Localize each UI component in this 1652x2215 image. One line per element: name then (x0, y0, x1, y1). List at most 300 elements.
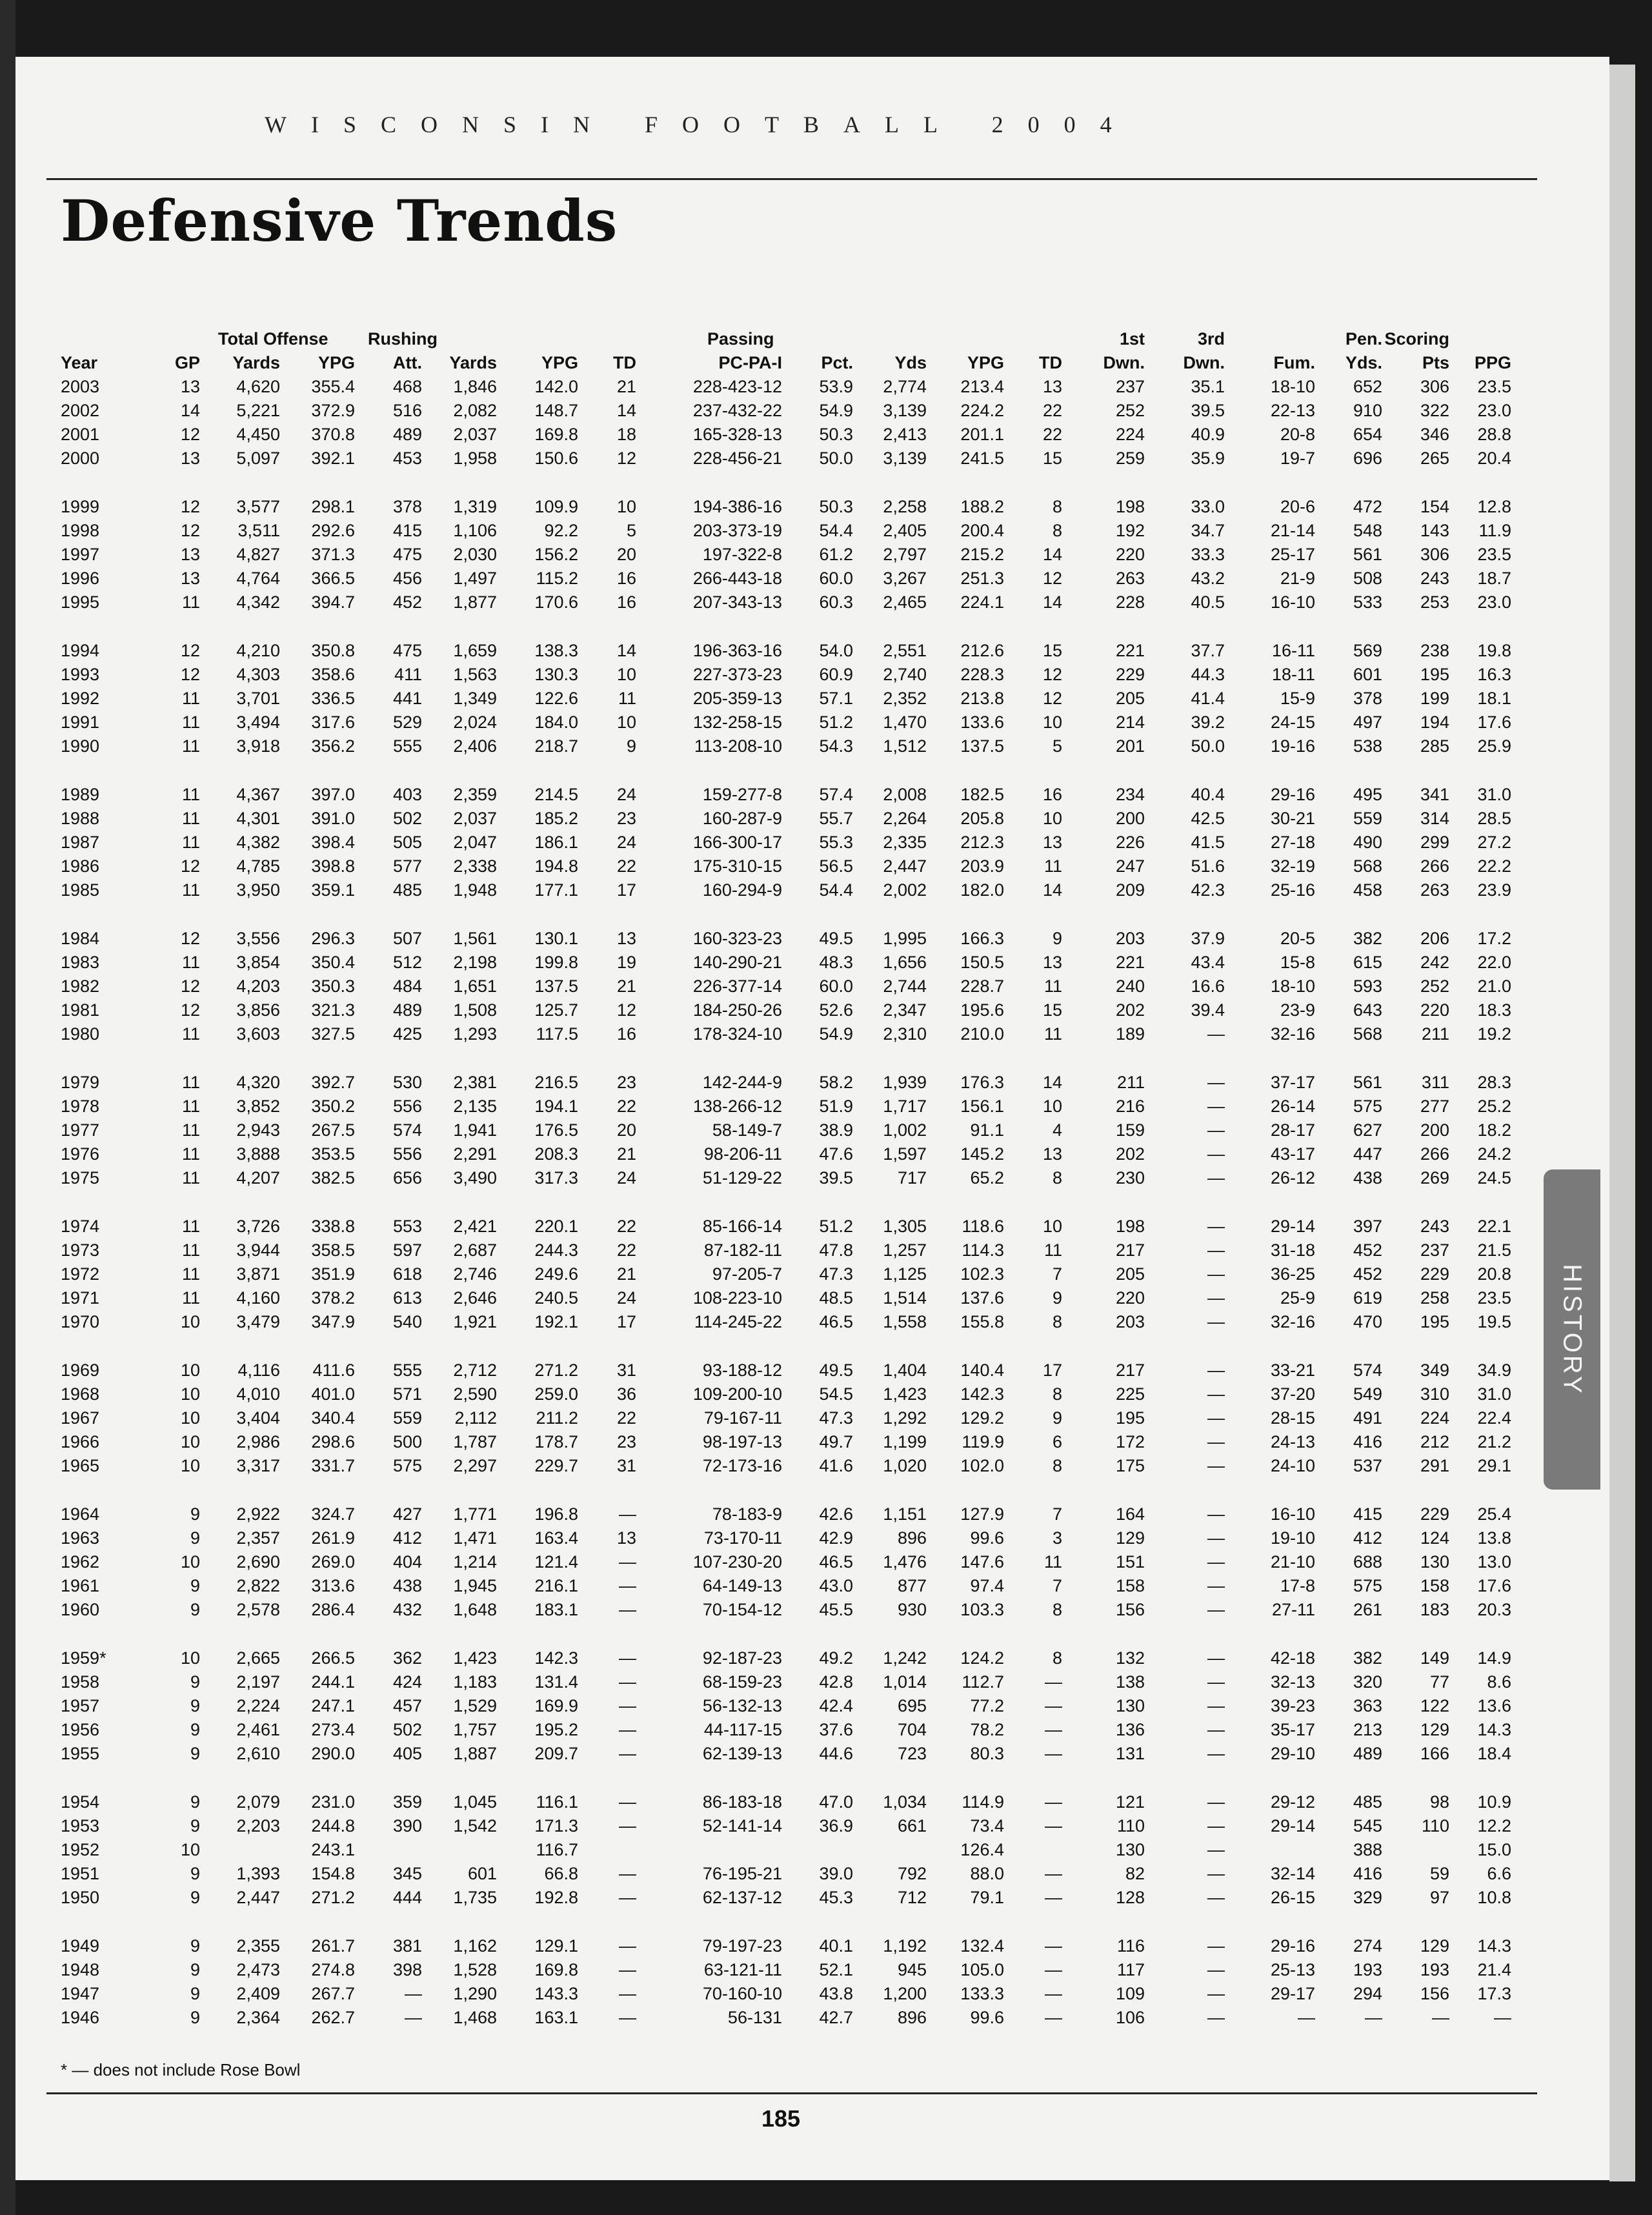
table-cell: 29-12 (1270, 1792, 1315, 1812)
table-cell: 29-10 (1270, 1744, 1315, 1763)
table-cell: 12 (180, 976, 200, 996)
table-cell: 381 (392, 1936, 422, 1956)
table-cell: 1981 (61, 1000, 100, 1020)
table-cell: 200 (1420, 1120, 1449, 1140)
table-cell: 72-173-16 (702, 1456, 782, 1475)
table-cell: 12 (1042, 689, 1062, 708)
table-cell: 126.4 (960, 1840, 1004, 1859)
table-cell: 132 (1115, 1648, 1145, 1668)
column-header: Fum. (1273, 353, 1315, 372)
table-cell: 9 (190, 1720, 200, 1739)
table-cell: 712 (897, 1888, 927, 1907)
table-cell: 77 (1429, 1672, 1449, 1692)
table-cell: 225 (1115, 1384, 1145, 1404)
table-cell: 11 (181, 833, 200, 852)
table-cell: 143 (1420, 521, 1449, 540)
table-cell: 110 (1421, 1816, 1449, 1836)
table-cell: 11 (181, 1073, 200, 1092)
table-cell: — (619, 1720, 636, 1739)
table-cell: 160-294-9 (702, 880, 782, 900)
table-cell: 41.5 (1191, 833, 1225, 852)
table-cell: 129 (1115, 1528, 1145, 1548)
group-spacer (61, 1766, 1511, 1790)
table-cell: 20-8 (1280, 425, 1315, 444)
table-cell: 1,757 (453, 1720, 497, 1739)
table-cell: 251.3 (960, 569, 1004, 588)
table-cell: 4,827 (236, 545, 280, 564)
table-cell: 99.6 (970, 2008, 1004, 2027)
table-cell: 24.5 (1477, 1168, 1511, 1188)
table-cell: 33.3 (1191, 545, 1225, 564)
table-cell: 226-377-14 (692, 976, 782, 996)
table-cell: 203 (1115, 929, 1145, 948)
table-cell: 10 (180, 1312, 200, 1331)
table-row (61, 1694, 1511, 1718)
table-cell: 553 (392, 1217, 422, 1236)
table-cell: 216 (1115, 1097, 1145, 1116)
table-cell: 1972 (61, 1264, 100, 1284)
table-row (61, 639, 1511, 663)
table-cell: 412 (392, 1528, 422, 1548)
table-cell: 194-386-16 (692, 497, 782, 516)
table-cell: 195 (1420, 665, 1449, 684)
table-cell: 2,364 (236, 2008, 280, 2027)
table-cell: 1,958 (453, 449, 497, 468)
table-cell: 266 (1420, 856, 1449, 876)
table-row (61, 1286, 1511, 1310)
table-cell: 18-11 (1271, 665, 1315, 684)
table-cell: 4,210 (236, 641, 280, 660)
table-cell: 2,297 (453, 1456, 497, 1475)
column-header: Yds (894, 353, 927, 372)
table-cell: 216.5 (534, 1073, 578, 1092)
table-cell: 166 (1420, 1744, 1449, 1763)
table-cell: 138.3 (534, 641, 578, 660)
table-cell: 194.1 (534, 1097, 578, 1116)
table-cell: 9 (190, 1576, 200, 1595)
table-cell: 468 (392, 377, 422, 396)
table-cell: 48.5 (819, 1288, 853, 1308)
table-cell: 47.0 (819, 1792, 853, 1812)
table-cell: 228 (1115, 592, 1145, 612)
table-cell: 11 (181, 785, 200, 804)
table-cell: — (619, 1504, 636, 1524)
table-cell: — (619, 1792, 636, 1812)
table-cell: — (1045, 1864, 1062, 1883)
table-cell: 10 (1042, 713, 1062, 732)
table-cell: 601 (1353, 665, 1382, 684)
table-cell: 131.4 (534, 1672, 578, 1692)
table-cell: 472 (1353, 497, 1382, 516)
table-cell: 329 (1353, 1888, 1382, 1907)
table-row (61, 1095, 1511, 1118)
table-cell: 2,203 (236, 1816, 280, 1836)
table-cell: 73.4 (970, 1816, 1004, 1836)
table-cell: 258 (1420, 1288, 1449, 1308)
table-row (61, 783, 1511, 807)
table-cell: 42.4 (819, 1696, 853, 1715)
table-cell: 2,338 (453, 856, 497, 876)
table-cell: 3 (1052, 1528, 1062, 1548)
table-cell: — (1207, 1073, 1225, 1092)
table-cell: 13 (180, 569, 200, 588)
table-cell: 247.1 (311, 1696, 355, 1715)
table-cell: 37-17 (1270, 1073, 1315, 1092)
table-cell: 203-373-19 (692, 521, 782, 540)
table-cell: 910 (1353, 401, 1382, 420)
table-cell: 11 (181, 1144, 200, 1164)
table-cell: 500 (392, 1432, 422, 1451)
table-cell: 351.9 (311, 1264, 355, 1284)
table-cell: 35-17 (1270, 1720, 1315, 1739)
table-cell: 77.2 (970, 1696, 1004, 1715)
table-cell: 175 (1115, 1456, 1145, 1475)
table-cell: 21-14 (1270, 521, 1315, 540)
table-cell: 8 (1052, 1312, 1062, 1331)
table-cell: 37.9 (1191, 929, 1225, 948)
table-cell: 21 (616, 1144, 636, 1164)
table-cell: 39.0 (819, 1864, 853, 1883)
table-cell: 4,382 (236, 833, 280, 852)
table-cell: 10 (616, 665, 636, 684)
table-cell: 2,447 (236, 1888, 280, 1907)
table-cell: 475 (392, 545, 422, 564)
table-cell (1225, 1838, 1315, 1862)
table-cell: 70-160-10 (702, 1984, 782, 2003)
table-cell: 35.9 (1191, 449, 1225, 468)
table-cell: 353.5 (311, 1144, 355, 1164)
table-cell: 382 (1353, 929, 1382, 948)
table-cell: 28.8 (1477, 425, 1511, 444)
table-row (61, 807, 1511, 831)
table-cell: 22.4 (1477, 1408, 1511, 1428)
table-cell: 25-16 (1270, 880, 1315, 900)
table-cell: 8 (1052, 1648, 1062, 1668)
table-cell: 3,944 (236, 1240, 280, 1260)
table-cell: 214.5 (534, 785, 578, 804)
table-cell: 336.5 (311, 689, 355, 708)
table-cell: 327.5 (311, 1024, 355, 1044)
table-cell: 311 (1421, 1073, 1449, 1092)
table-row (61, 1215, 1511, 1239)
table-cell: 43.8 (819, 1984, 853, 2003)
table-row (61, 1670, 1511, 1694)
table-cell: 533 (1353, 592, 1382, 612)
table-cell: 1991 (61, 713, 100, 732)
table-cell: 2,687 (453, 1240, 497, 1260)
table-cell: 29-14 (1270, 1217, 1315, 1236)
table-cell: 151 (1115, 1552, 1145, 1572)
table-cell: 177.1 (534, 880, 578, 900)
column-header: Year (61, 353, 98, 372)
table-cell: 2,112 (454, 1408, 497, 1428)
table-cell: 147.6 (960, 1552, 1004, 1572)
table-cell: 424 (392, 1672, 422, 1692)
table-cell: 274 (1353, 1936, 1382, 1956)
table-cell: 19-7 (1280, 449, 1315, 468)
table-cell: 17 (616, 1312, 636, 1331)
table-row (61, 1526, 1511, 1550)
table-cell: 1,877 (453, 592, 497, 612)
table-cell: 54.5 (819, 1384, 853, 1404)
table-cell: 338.8 (311, 1217, 355, 1236)
table-cell: 42.9 (819, 1528, 853, 1548)
table-cell: 7 (1052, 1504, 1062, 1524)
table-cell: 136 (1115, 1720, 1145, 1739)
header-group-cell: Pen. (1345, 329, 1382, 349)
table-cell: 5 (1052, 736, 1062, 756)
header-column-row (61, 351, 1511, 375)
table-cell: 9 (190, 1744, 200, 1763)
table-cell: — (1207, 1816, 1225, 1836)
table-cell: 247 (1115, 856, 1145, 876)
table-cell: 322 (1420, 401, 1449, 420)
table-cell: 261 (1353, 1600, 1382, 1619)
table-cell: 58-149-7 (712, 1120, 782, 1140)
table-cell: 11 (181, 880, 200, 900)
table-cell: 2,590 (453, 1384, 497, 1404)
table-cell: 14.9 (1477, 1648, 1511, 1668)
table-cell: 2,822 (236, 1576, 280, 1595)
table-cell: 79-167-11 (703, 1408, 782, 1428)
table-cell: 197-322-8 (702, 545, 782, 564)
table-cell: 11 (181, 1240, 200, 1260)
table-cell: 382.5 (311, 1168, 355, 1188)
table-cell: 92-187-23 (702, 1648, 782, 1668)
table-cell: 11.9 (1478, 521, 1511, 540)
table-cell: — (1207, 1264, 1225, 1284)
table-cell: 62-139-13 (702, 1744, 782, 1763)
table-cell: 1988 (61, 809, 100, 828)
column-header: GP (174, 353, 200, 372)
table-cell: 2,413 (883, 425, 927, 444)
table-cell: 8 (1052, 1600, 1062, 1619)
table-cell (636, 1838, 782, 1862)
table-row (61, 1406, 1511, 1430)
table-cell: 12 (180, 425, 200, 444)
table-cell: 548 (1353, 521, 1382, 540)
table-cell: 11 (1043, 976, 1062, 996)
table-cell: 220.1 (534, 1217, 578, 1236)
table-cell: 228-456-21 (692, 449, 782, 468)
table-cell: — (1207, 1648, 1225, 1668)
table-cell: 571 (392, 1384, 422, 1404)
table-cell: 54.9 (819, 401, 853, 420)
table-cell (578, 1838, 636, 1862)
table-cell: 4,620 (236, 377, 280, 396)
table-cell: 159-277-8 (702, 785, 782, 804)
table-cell: 242 (1420, 953, 1449, 972)
table-cell: 47.3 (819, 1408, 853, 1428)
table-cell: — (1207, 1744, 1225, 1763)
table-cell: — (1045, 1744, 1062, 1763)
table-cell: 154.8 (311, 1864, 355, 1883)
table-cell: 412 (1353, 1528, 1382, 1548)
table-cell: 220 (1115, 1288, 1145, 1308)
table-cell: 21 (616, 976, 636, 996)
column-header: TD (613, 353, 636, 372)
table-cell: 240.5 (534, 1288, 578, 1308)
table-row (61, 1598, 1511, 1622)
table-cell: 1975 (61, 1168, 100, 1188)
table-cell: 1980 (61, 1024, 100, 1044)
section-tab-label: HISTORY (1558, 1263, 1587, 1396)
table-cell: 470 (1353, 1312, 1382, 1331)
table-cell: 1999 (61, 497, 100, 516)
table-cell: 390 (392, 1816, 422, 1836)
header-group-cell (497, 327, 578, 351)
table-cell: 116.1 (536, 1792, 578, 1812)
table-cell: 15 (1042, 449, 1062, 468)
table-cell: 132-258-15 (692, 713, 782, 732)
table-cell: 1960 (61, 1600, 100, 1619)
table-cell: 203 (1115, 1312, 1145, 1331)
table-cell: 29-16 (1270, 1936, 1315, 1956)
table-cell: 176.3 (960, 1073, 1004, 1092)
table-cell: 142.3 (534, 1648, 578, 1668)
table-cell: 259.0 (534, 1384, 578, 1404)
table-cell: 244.1 (311, 1672, 355, 1692)
table-cell: 54.4 (819, 521, 853, 540)
table-cell: 320 (1353, 1672, 1382, 1692)
table-cell: 561 (1353, 545, 1382, 564)
table-cell: 21-10 (1270, 1552, 1315, 1572)
table-cell: 415 (1353, 1504, 1382, 1524)
table-cell: 555 (392, 1360, 422, 1380)
table-cell: — (1045, 1984, 1062, 2003)
table-cell: 31.0 (1477, 785, 1511, 804)
table-cell: 243 (1420, 569, 1449, 588)
table-cell: 228.3 (960, 665, 1004, 684)
table-cell: 350.4 (311, 953, 355, 972)
table-cell: 4,116 (237, 1360, 280, 1380)
table-cell: 17.3 (1477, 1984, 1511, 2003)
table-row (61, 878, 1511, 902)
table-cell: — (1207, 1960, 1225, 1979)
table-row (61, 519, 1511, 543)
table-cell: 130 (1115, 1840, 1145, 1859)
table-cell: 1961 (61, 1576, 100, 1595)
table-cell: 2,610 (236, 1744, 280, 1763)
table-cell: 150.6 (534, 449, 578, 468)
table-cell: 489 (392, 425, 422, 444)
table-cell: 244.3 (534, 1240, 578, 1260)
table-cell: 99.6 (970, 1528, 1004, 1548)
table-cell: 371.3 (311, 545, 355, 564)
table-cell: 359 (392, 1792, 422, 1812)
table-cell: 105.0 (960, 1960, 1004, 1979)
table-cell: 3,404 (236, 1408, 280, 1428)
table-cell: 16-10 (1270, 592, 1315, 612)
table-cell: 114.9 (962, 1792, 1004, 1812)
table-cell: 1,528 (453, 1960, 497, 1979)
table-cell: 1978 (61, 1097, 100, 1116)
table-cell: 13.0 (1477, 1552, 1511, 1572)
table-cell: 2,421 (453, 1217, 497, 1236)
table-cell: — (1365, 2008, 1382, 2027)
table-cell: 21-9 (1280, 569, 1315, 588)
table-cell: 39.5 (819, 1168, 853, 1188)
table-cell: 12.8 (1477, 497, 1511, 516)
table-cell: 349 (1420, 1360, 1449, 1380)
table-cell: 2,135 (453, 1097, 497, 1116)
table-cell: 51.9 (819, 1097, 853, 1116)
table-cell: 50.0 (1191, 736, 1225, 756)
table-cell: 2,409 (236, 1984, 280, 2003)
table-cell: 160-323-23 (692, 929, 782, 948)
table-cell: 20.4 (1477, 449, 1511, 468)
column-header: TD (1039, 353, 1062, 372)
table-cell: 29-14 (1270, 1816, 1315, 1836)
table-cell: 2,008 (883, 785, 927, 804)
table-cell: 40.5 (1191, 592, 1225, 612)
table-cell: 391.0 (311, 809, 355, 828)
table-cell: 4,160 (236, 1288, 280, 1308)
table-row (61, 734, 1511, 758)
table-cell: 13.6 (1477, 1696, 1511, 1715)
table-cell: 350.8 (311, 641, 355, 660)
table-cell: 9 (1052, 1408, 1062, 1428)
table-cell: 37.7 (1191, 641, 1225, 660)
table-cell: 12 (180, 521, 200, 540)
table-cell: 32-16 (1270, 1024, 1315, 1044)
header-group-cell (1449, 327, 1511, 351)
table-cell: 37.6 (819, 1720, 853, 1739)
table-cell: 24.2 (1477, 1144, 1511, 1164)
table-cell: 12 (1042, 569, 1062, 588)
table-cell: 21.2 (1477, 1432, 1511, 1451)
table-row (61, 831, 1511, 855)
table-cell: 4,342 (236, 592, 280, 612)
table-cell: 183.1 (534, 1600, 578, 1619)
table-cell: 98-197-13 (702, 1432, 782, 1451)
table-cell: 627 (1353, 1120, 1382, 1140)
table-cell: 205.8 (960, 809, 1004, 828)
column-header: Att. (393, 353, 422, 372)
table-cell: 138 (1115, 1672, 1145, 1692)
table-cell: — (619, 1648, 636, 1668)
table-cell: 20-5 (1280, 929, 1315, 948)
table-cell: 1973 (61, 1240, 100, 1260)
table-cell: 20-6 (1280, 497, 1315, 516)
table-cell: 403 (392, 785, 422, 804)
table-cell: 1,558 (883, 1312, 927, 1331)
table-cell: 202 (1115, 1144, 1145, 1164)
table-cell: 10 (1042, 1217, 1062, 1236)
table-cell: 132.4 (960, 1936, 1004, 1956)
table-cell: 1,529 (453, 1696, 497, 1715)
table-cell: 569 (1353, 641, 1382, 660)
column-header: PPG (1474, 353, 1511, 372)
table-cell: 122 (1420, 1696, 1449, 1715)
table-cell (200, 1838, 280, 1862)
table-cell: 39.2 (1191, 713, 1225, 732)
table-cell (853, 1838, 927, 1862)
table-cell: 14 (1042, 592, 1062, 612)
table-cell: 24 (616, 785, 636, 804)
table-cell: 597 (392, 1240, 422, 1260)
header-rule (46, 178, 1537, 180)
table-cell: 52-141-14 (702, 1816, 782, 1836)
table-cell: 220 (1115, 545, 1145, 564)
table-cell: 24 (616, 833, 636, 852)
table-cell: 230 (1115, 1168, 1145, 1188)
table-cell: 49.5 (819, 1360, 853, 1380)
table-row (61, 1814, 1511, 1838)
table-cell: 2,335 (883, 833, 927, 852)
table-cell: 124 (1420, 1528, 1449, 1548)
table-cell: 14 (180, 401, 200, 420)
